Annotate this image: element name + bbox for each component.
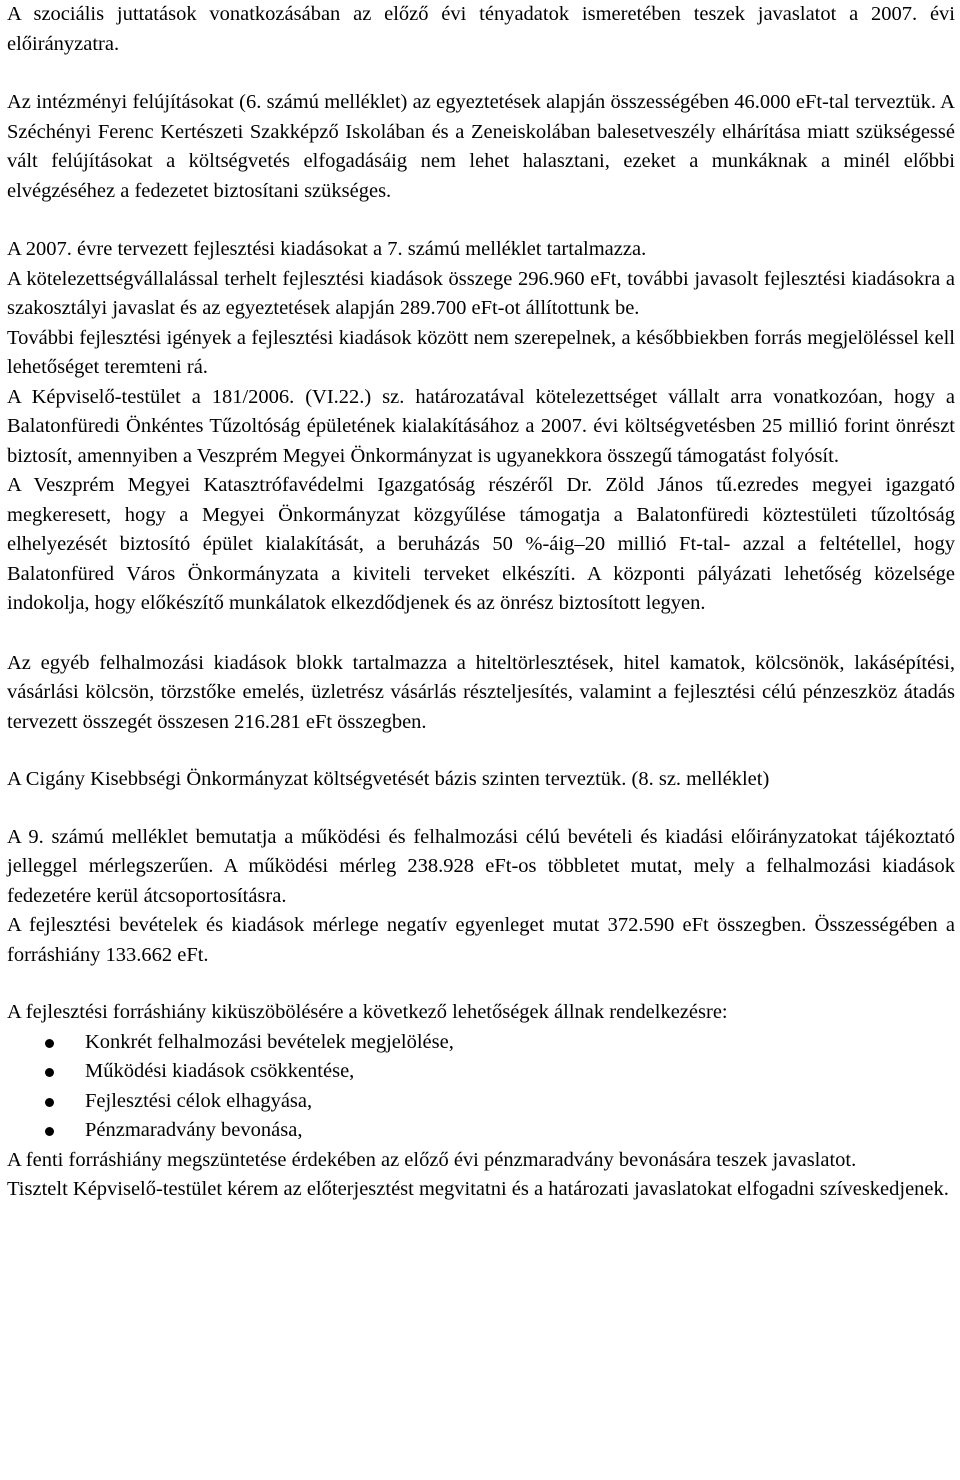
paragraph-further-needs: További fejlesztési igények a fejlesztési kiadások között nem szerepelnek, a későbbiekben forrás megjelöléssel kell lehetőséget teremteni rá. — [7, 326, 955, 378]
paragraph-council-resolution: A Képviselő-testület a 181/2006. (VI.22.) sz. határozatával kötelezettséget vállalt arra vonatkozóan, hogy a Balatonfüredi Önkéntes Tűzoltóság épületének kialakításához a 2007. évi költségvetésben 25 millió forint önrészt biztosít, amennyiben a Veszprém Megyei Önkormányzat is ugyanekkora összegű támogatást folyósít. — [7, 385, 955, 467]
paragraph-balance-sheet: A 9. számú melléklet bemutatja a működési és felhalmozási célú bevételi és kiadási előirányzatokat tájékoztató jelleggel mérlegszerűen. A működési mérleg 238.928 eFt-os többletet mutat, mely a felhalmozási kiadások fedezetére kerül átcsoportosításra. — [7, 825, 955, 907]
paragraph-deficit-options-intro: A fejlesztési forráshiány kiküszöbölésére a következő lehetőségek állnak rendelkezésre: — [7, 1001, 728, 1023]
list-item-label: Pénzmaradvány bevonása, — [85, 1119, 303, 1141]
paragraph-development-balance: A fejlesztési bevételek és kiadások mérlege negatív egyenleget mutat 372.590 eFt összegben. Összességében a forráshiány 133.662 eFt. — [7, 914, 955, 966]
paragraph-committed-expenses: A kötelezettségvállalással terhelt fejlesztési kiadások összege 296.960 eFt, további javasolt fejlesztési kiadásokra a szakosztályi javaslat és az egyeztetések alapján 289.700 eFt-ot állítottunk be. — [7, 267, 955, 319]
list-item — [7, 1057, 955, 1087]
list-item — [7, 1028, 955, 1058]
paragraph-closing-request: Tisztelt Képviselő-testület kérem az előterjesztést megvitatni és a határozati javaslatokat elfogadni szíveskedjenek. — [7, 1178, 949, 1200]
bullet-icon — [45, 1127, 54, 1136]
bullet-icon — [45, 1039, 54, 1048]
list-item-label: Működési kiadások csökkentése, — [85, 1060, 355, 1082]
list-item — [7, 1087, 955, 1117]
deficit-options-list — [7, 1028, 955, 1146]
list-item-label: Fejlesztési célok elhagyása, — [85, 1089, 313, 1112]
paragraph-roma-self-government: A Cigány Kisebbségi Önkormányzat költségvetését bázis szinten terveztük. (8. sz. melléklet) — [7, 768, 770, 790]
paragraph-renovations: Az intézményi felújításokat (6. számú melléklet) az egyeztetések alapján összességében 46.000 eFt-tal terveztük. A Széchényi Ferenc Kertészeti Szakképző Iskolában és a Zeneiskolában balesetveszély elhárítása miatt szükségessé vált felújításokat a költségvetés elfogadásáig nem lehet halasztani, ezeket a munkáknak a minél előbbi elvégzéséhez a fedezetet biztosítani szükséges. — [7, 91, 955, 202]
bullet-icon — [45, 1068, 54, 1077]
list-item — [7, 1116, 955, 1146]
paragraph-fire-station: A Veszprém Megyei Katasztrófavédelmi Igazgatóság részéről Dr. Zöld János tű.ezredes megyei igazgató megkeresett, hogy a Megyei Önkormányzat közgyűlése támogatja a Balatonfüredi köztestületi tűzoltóság elhelyezését biztosító épület kialakítását, a beruházás 50 %-áig–20 millió Ft-tal- azzal a feltétellel, hogy Balatonfüred Város Önkormányzata a kiviteli terveket elkészíti. A központi pályázati lehetőség közelsége indokolja, hogy előkészítő munkálatok elkezdődjenek és az önrész biztosított legyen. — [7, 474, 955, 614]
bullet-icon — [45, 1098, 54, 1107]
paragraph-development-expenses: A 2007. évre tervezett fejlesztési kiadásokat a 7. számú melléklet tartalmazza. — [7, 238, 647, 260]
paragraph-proposal: A fenti forráshiány megszüntetése érdekében az előző évi pénzmaradvány bevonására teszek javaslatot. — [7, 1148, 857, 1171]
paragraph-social-benefits: A szociális juttatások vonatkozásában az előző évi tényadatok ismeretében teszek javaslatot a 2007. évi előirányzatra. — [7, 3, 955, 55]
list-item-label: Konkrét felhalmozási bevételek megjelölése, — [85, 1030, 454, 1053]
paragraph-other-accumulation: Az egyéb felhalmozási kiadások blokk tartalmazza a hiteltörlesztések, hitel kamatok, kölcsönök, lakásépítési, vásárlási kölcsön, törzstőke emelés, üzletrész vásárlás részteljesítés, valamint a fejlesztési célú pénzeszköz átadás tervezett összegét összesen 216.281 eFt összegben. — [7, 651, 955, 733]
